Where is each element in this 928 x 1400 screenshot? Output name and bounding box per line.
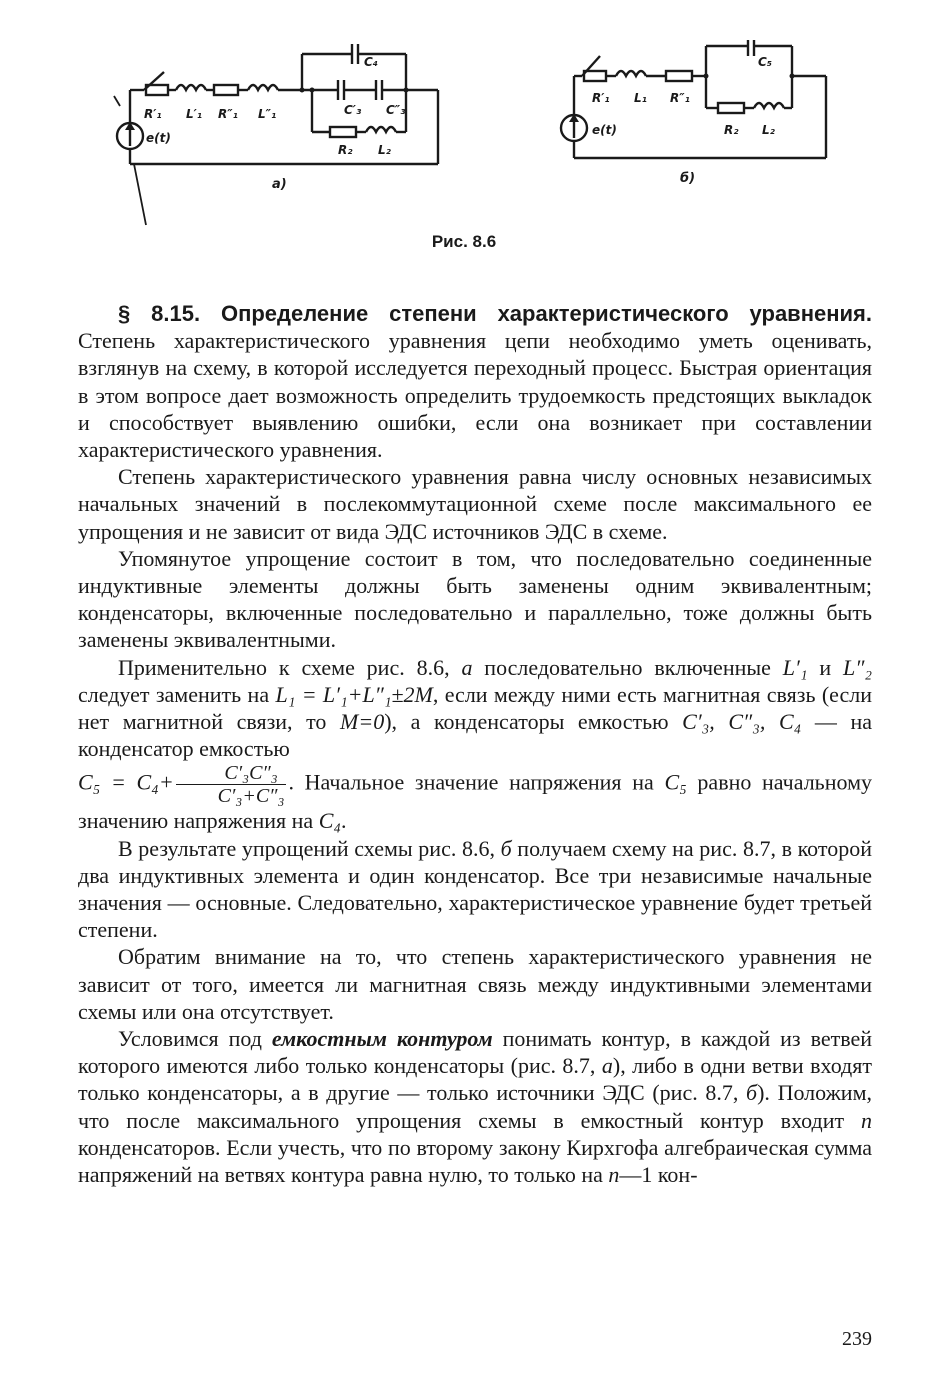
p4-equation: L₁ = L′₁+L″₁±2M [275,681,433,707]
circuit-diagram-a [108,40,448,250]
label-L1-b: L₁ [634,91,647,105]
p5-text: В результате упрощений схемы рис. 8.6, [118,835,501,861]
p4-symbol: L′₁ [782,654,808,680]
p4-text: и [807,654,843,680]
fraction [176,762,287,807]
label-R2-b: R₂ [724,123,739,137]
p4-text: , если между ними есть магнитная связь (если нет магнитной связи, то [78,681,873,735]
label-R1p-b: R′₁ [592,91,610,105]
p4-text: равно начальному значению напряжения на [78,770,872,834]
p4-text: . [341,808,347,834]
p4-text: . Начальное значение напряжения на [288,770,665,795]
label-C3p: C′₃ [344,103,362,117]
p7-text: понимать контур, в каждой из ветвей которого имеются либо только конденсаторы (рис. 8.7, [78,1026,872,1079]
p4-ref: а [461,654,473,680]
p4-text: Применительно к схеме рис. 8.6, [118,654,462,680]
label-e: e(t) [146,131,171,145]
p4-symbol: L″₂ [842,654,872,680]
p7-text: ), либо в одни ветви входят только конденсаторы, а в другие — только источники ЭДС (рис. 8.7, [78,1053,872,1106]
p7-symbol: n [608,1162,620,1188]
paragraph-7 [78,1025,872,1188]
label-L2-b: L₂ [762,123,775,137]
c5-formula: C₅ = C₄+ [78,770,174,795]
paragraph-3: Упомянутое упрощение состоит в том, что последовательно соединенные индуктивные элементы должны быть заменены одним эквивалентным; конденсаторы, включенные последовательно и параллельно, тоже должны быть заменены эквивалентными. [78,545,872,653]
label-C5-b: C₅ [758,55,773,69]
p7-text: Условимся под [118,1026,272,1052]
p4-text: последовательно включенные [472,654,783,680]
paragraph-1-text: Степень характеристического уравнения цепи необходимо уметь оценивать, взглянув на схему, в которой исследуется переходный процесс. Быстрая ориентация в этом вопросе дает возможность определить трудоемкость предстоящих выкладок и способствует выявлению ошибки, если она возникает при составлении характеристического уравнения. [78,328,872,463]
label-R2: R₂ [338,143,353,157]
p4-symbol: C′₃, C″₃, C₄ [682,709,802,735]
label-R1pp: R″₁ [218,107,238,121]
label-L1pp: L″₁ [258,107,277,121]
label-R1p: R′₁ [144,107,162,121]
circuit-diagram-b [552,40,842,190]
paragraph-4 [78,654,872,835]
label-e-b: e(t) [592,123,617,137]
p4-text: следует заменить на [78,681,276,707]
paragraph-2: Степень характеристического уравнения равна числу основных независимых начальных значений в послекоммутационной схеме после максимального ее упрощения и не зависит от вида ЭДС источников ЭДС в схеме. [78,464,872,544]
section-heading: § 8.15. Определение степени характеристического уравнения. [118,301,872,326]
figure-caption: Рис. 8.6 [431,232,497,251]
p5-ref: б [500,835,512,861]
p5-text: получаем схему на рис. 8.7, в которой два индуктивных элемента и один конденсатор. Все три независимые начальные значения — основные. Следовательно, характеристическое уравнение будет третьей степени. [78,835,872,943]
p7-term: емкостным контуром [271,1026,493,1052]
sublabel-b: б) [680,171,696,186]
sublabel-a: а) [272,177,287,192]
p4-symbol: M=0 [340,709,385,735]
label-L1p: L′₁ [186,107,203,121]
paragraph-1 [78,300,872,463]
p7-ref: б [746,1080,758,1106]
paragraph-6: Обратим внимание на то, что степень характеристического уравнения не зависит от того, имеется ли магнитная связь между индуктивными элементами схемы или она отсутствует. [78,944,872,1024]
p7-text: —1 кон- [619,1162,698,1188]
p7-ref: а [601,1053,613,1079]
fraction-numerator: C′₃C″₃ [176,762,287,785]
p4-text: — на конденсатор емкостью [78,709,872,762]
label-R1pp-b: R″₁ [670,91,690,105]
p4-symbol: C₅ [664,770,687,795]
p7-text: конденсаторов. Если учесть, что по второму закону Кирхгофа алгебраическая сумма напряжений на ветвях контура равна нулю, то только на [78,1134,872,1188]
p4-text: ), а конденсаторы емкостью [384,709,683,735]
body-text [78,300,872,1188]
p7-symbol: n [861,1107,872,1133]
label-C4: C₄ [364,55,379,69]
label-C3pp: C″₃ [386,103,406,117]
p7-text: ). Положим, что после максимального упрощения схемы в емкостный контур входит [78,1080,872,1133]
fraction-denominator: C′₃+C″₃ [217,785,285,808]
label-L2: L₂ [378,143,391,157]
page-number: 239 [842,1328,872,1350]
p4-symbol: C₄ [318,808,342,834]
paragraph-5 [78,835,872,944]
